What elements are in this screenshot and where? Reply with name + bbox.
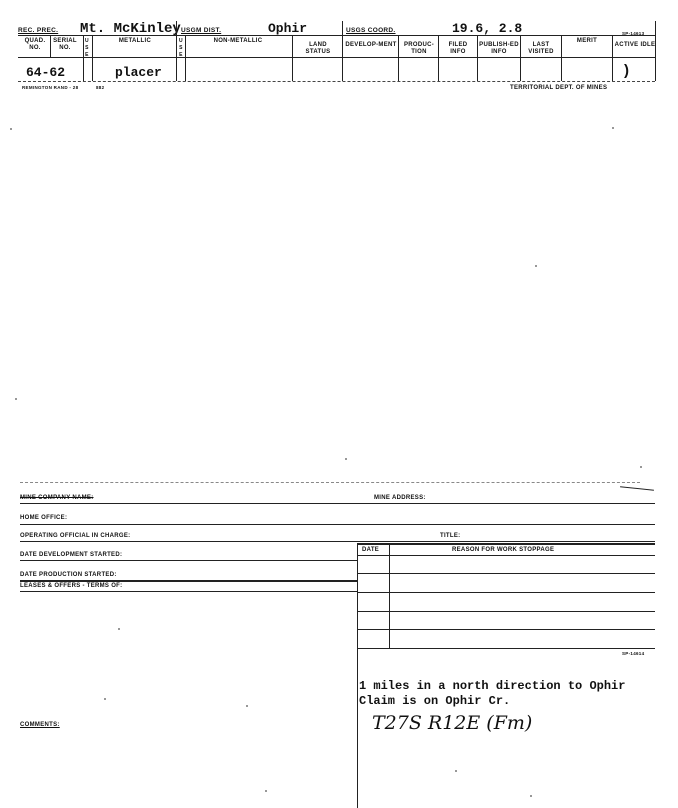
col-non-metallic: NON-METALLIC: [213, 38, 263, 44]
form-number-bottom: SP-14614: [622, 651, 645, 656]
col-active-idle: ACTIVE IDLE: [614, 42, 656, 48]
col-sep: [50, 36, 51, 58]
table-rule: [357, 555, 655, 556]
card-footer-code: 882: [96, 85, 105, 90]
quad-no-value: 64-62: [26, 65, 66, 80]
scan-speck: [530, 795, 532, 797]
table-rule: [357, 592, 655, 593]
col-sep: [438, 36, 439, 81]
col-land-status: LAND STATUS: [305, 42, 331, 55]
col-sep: [398, 36, 399, 81]
col-sep: [292, 36, 293, 81]
scan-speck: [345, 458, 347, 460]
scan-speck: [118, 628, 120, 630]
rule-operating-official: [20, 541, 655, 542]
date-col-label: DATE: [362, 547, 380, 553]
scan-speck: [10, 128, 12, 130]
scan-speck: [612, 127, 614, 129]
col-filed-info: FILED INFO: [448, 42, 468, 55]
col-metallic: METALLIC: [118, 38, 152, 44]
edge-stroke: [620, 486, 654, 491]
scan-speck: [246, 705, 248, 707]
usgs-coord-label: USGS COORD.: [346, 27, 396, 34]
col-use-1: U S E: [85, 38, 89, 58]
col-quad-no: QUAD. NO.: [24, 38, 46, 51]
scan-speck: [104, 698, 106, 700]
col-serial-no: SERIAL NO.: [53, 38, 77, 51]
usgm-dist-value: Ophir: [268, 21, 308, 36]
usgs-coord-value: 19.6, 2.8: [452, 21, 523, 36]
col-sep: [655, 21, 656, 81]
mine-company-name-label: MINE COMPANY NAME:: [20, 495, 94, 501]
rule-mine-company: [20, 503, 655, 504]
title-label: TITLE:: [440, 533, 461, 539]
column-header-rule: [18, 57, 655, 58]
scan-speck: [640, 466, 642, 468]
col-production: PRODUC-TION: [403, 42, 435, 55]
col-sep: [342, 21, 343, 81]
notes-line-2: Claim is on Ophir Cr.: [359, 694, 511, 708]
col-published-info: PUBLISH-ED INFO: [479, 42, 519, 55]
rule-date-production: [20, 580, 357, 582]
comments-label: COMMENTS:: [20, 722, 60, 728]
table-rule: [357, 573, 655, 574]
col-sep: [83, 36, 84, 81]
col-last-visited: LAST VISITED: [528, 42, 554, 55]
scan-speck: [455, 770, 457, 772]
table-left-border: [357, 543, 358, 808]
reason-col-label: REASON FOR WORK STOPPAGE: [452, 547, 555, 553]
active-idle-mark: ): [624, 62, 629, 79]
mine-address-label: MINE ADDRESS:: [374, 495, 426, 501]
col-merit: MERIT: [576, 38, 598, 44]
date-production-started-label: DATE PRODUCTION STARTED:: [20, 572, 117, 578]
col-sep: [185, 36, 186, 81]
top-trace: [20, 482, 640, 483]
table-rule: [357, 611, 655, 612]
metallic-value: placer: [115, 65, 162, 80]
header-rule: [18, 35, 655, 36]
col-use-2: U S E: [179, 38, 183, 58]
leases-offers-label: LEASES & OFFERS - TERMS OF:: [20, 583, 123, 589]
col-sep: [92, 36, 93, 81]
col-sep: [477, 36, 478, 81]
rule-leases-offers: [20, 591, 357, 592]
table-rule: [357, 648, 655, 649]
col-sep: [561, 36, 562, 81]
card-footer-left: REMINGTON RAND - 28: [22, 85, 79, 90]
card-footer-right: TERRITORIAL DEPT. OF MINES: [510, 85, 608, 91]
table-date-sep: [389, 543, 390, 649]
usgm-dist-label: USGM DIST.: [181, 27, 222, 34]
rule-home-office: [20, 524, 655, 525]
home-office-label: HOME OFFICE:: [20, 515, 68, 521]
col-development: DEVELOP-MENT: [345, 42, 397, 48]
scan-speck: [265, 790, 267, 792]
col-sep: [520, 36, 521, 81]
col-sep: [612, 36, 613, 81]
scan-speck: [15, 398, 17, 400]
row-bottom-rule: [18, 81, 655, 82]
form-number-top: SP-14613: [622, 31, 645, 36]
notes-line-1: 1 miles in a north direction to Ophir: [359, 679, 626, 693]
date-development-started-label: DATE DEVELOPMENT STARTED:: [20, 552, 123, 558]
operating-official-label: OPERATING OFFICIAL IN CHARGE:: [20, 533, 131, 539]
rec-prec-value: Mt. McKinley: [80, 21, 181, 37]
rule-date-development: [20, 560, 357, 561]
rule-table-top: [357, 543, 655, 545]
handwritten-note: T27S R12E (Fm): [372, 712, 533, 734]
col-sep: [176, 21, 177, 81]
table-rule: [357, 629, 655, 630]
rec-prec-label: REC. PREC.: [18, 27, 59, 34]
scan-speck: [535, 265, 537, 267]
